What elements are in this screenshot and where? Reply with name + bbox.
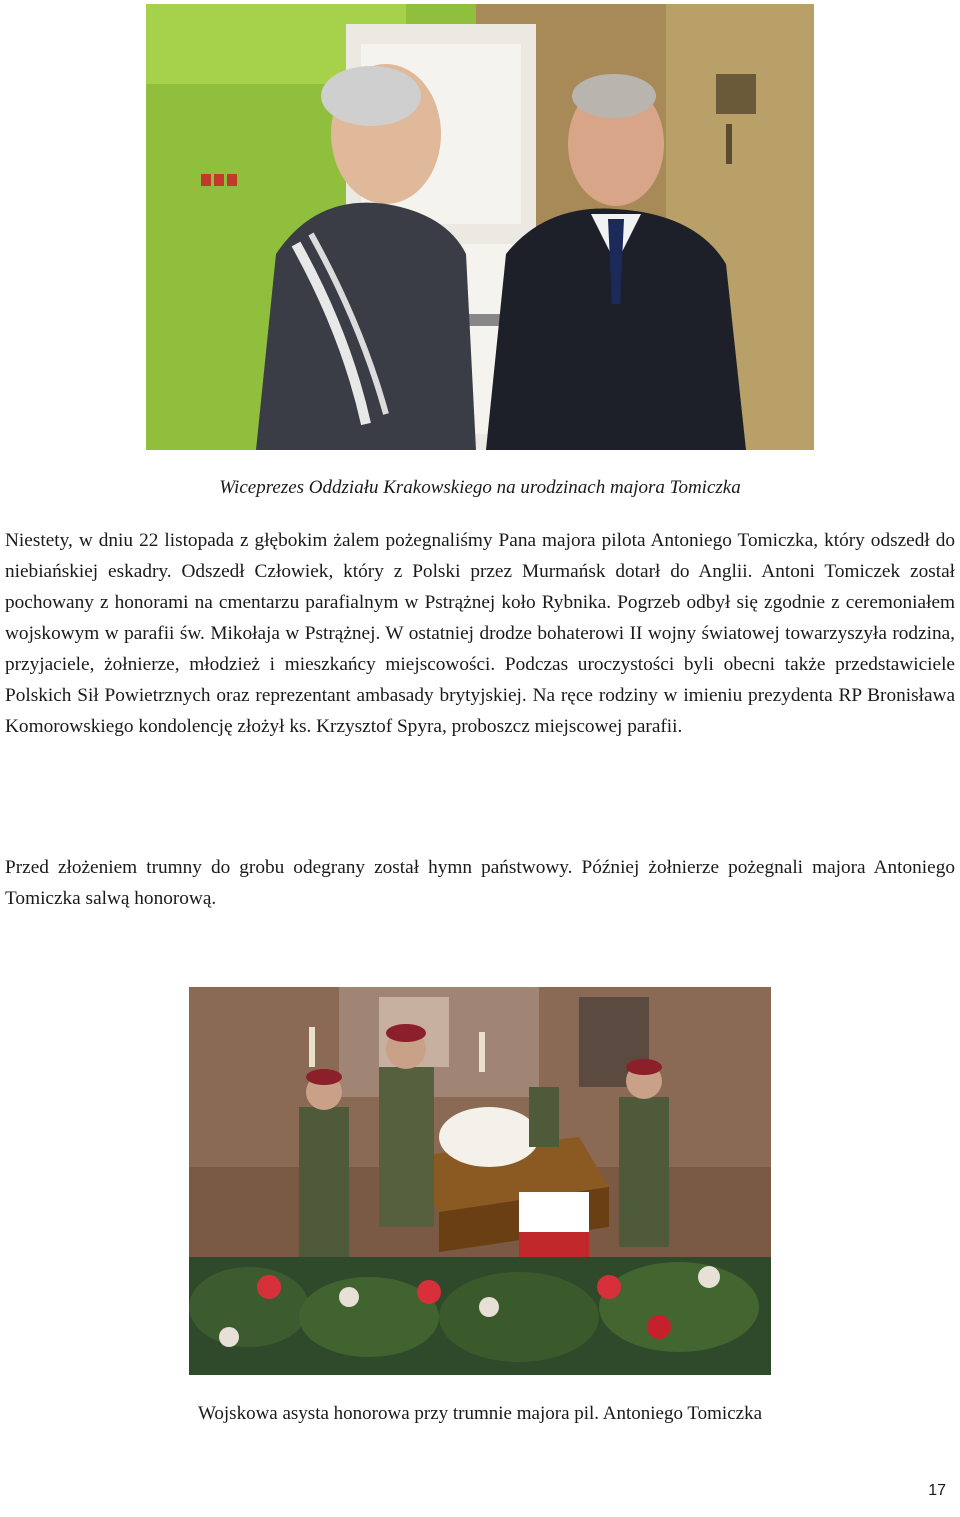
body-paragraph-funeral: Niestety, w dniu 22 listopada z głębokim żalem pożegnaliśmy Pana majora pilota Antoniego Tomiczka, który odszedł do niebiańskiej eskadry. Odszedł Człowiek, który z Polski przez Murmańsk dotarł do Anglii. Antoni Tomiczek został pochowany z honorami na cmentarzu parafialnym w Pstrążnej koło Rybnika. Pogrzeb odbył się zgodnie z ceremoniałem wojskowym w parafii św. Mikołaja w Pstrążnej. W ostatniej drodze bohaterowi II wojny światowej towarzyszyła rodzina, przyjaciele, żołnierze, młodzież i mieszkańcy miejscowości. Podczas uroczystości byli obecni także przedstawiciele Polskich Sił Powietrznych oraz reprezentant ambasady brytyjskiej. Na ręce rodziny w imieniu prezydenta RP Bronisława Komorowskiego kondolencję złożył ks. Krzysztof Spyra, proboszcz miejscowej parafii. <box>5 530 955 737</box>
photo-caption-birthday: Wiceprezes Oddziału Krakowskiego na urodzinach majora Tomiczka <box>219 477 741 498</box>
photo-caption-honor-guard: Wojskowa asysta honorowa przy trumnie majora pil. Antoniego Tomiczka <box>197 1403 763 1424</box>
page-number: 17 <box>928 1482 946 1499</box>
birthday-photo <box>146 4 814 450</box>
body-paragraph-anthem: Przed złożeniem trumny do grobu odegrany został hymn państwowy. Później żołnierze pożegnali majora Antoniego Tomiczka salwą honorową. <box>5 857 955 909</box>
honor-guard-photo <box>189 987 771 1375</box>
honor-guard-photo-illustration <box>189 987 771 1375</box>
birthday-photo-illustration <box>146 4 814 450</box>
